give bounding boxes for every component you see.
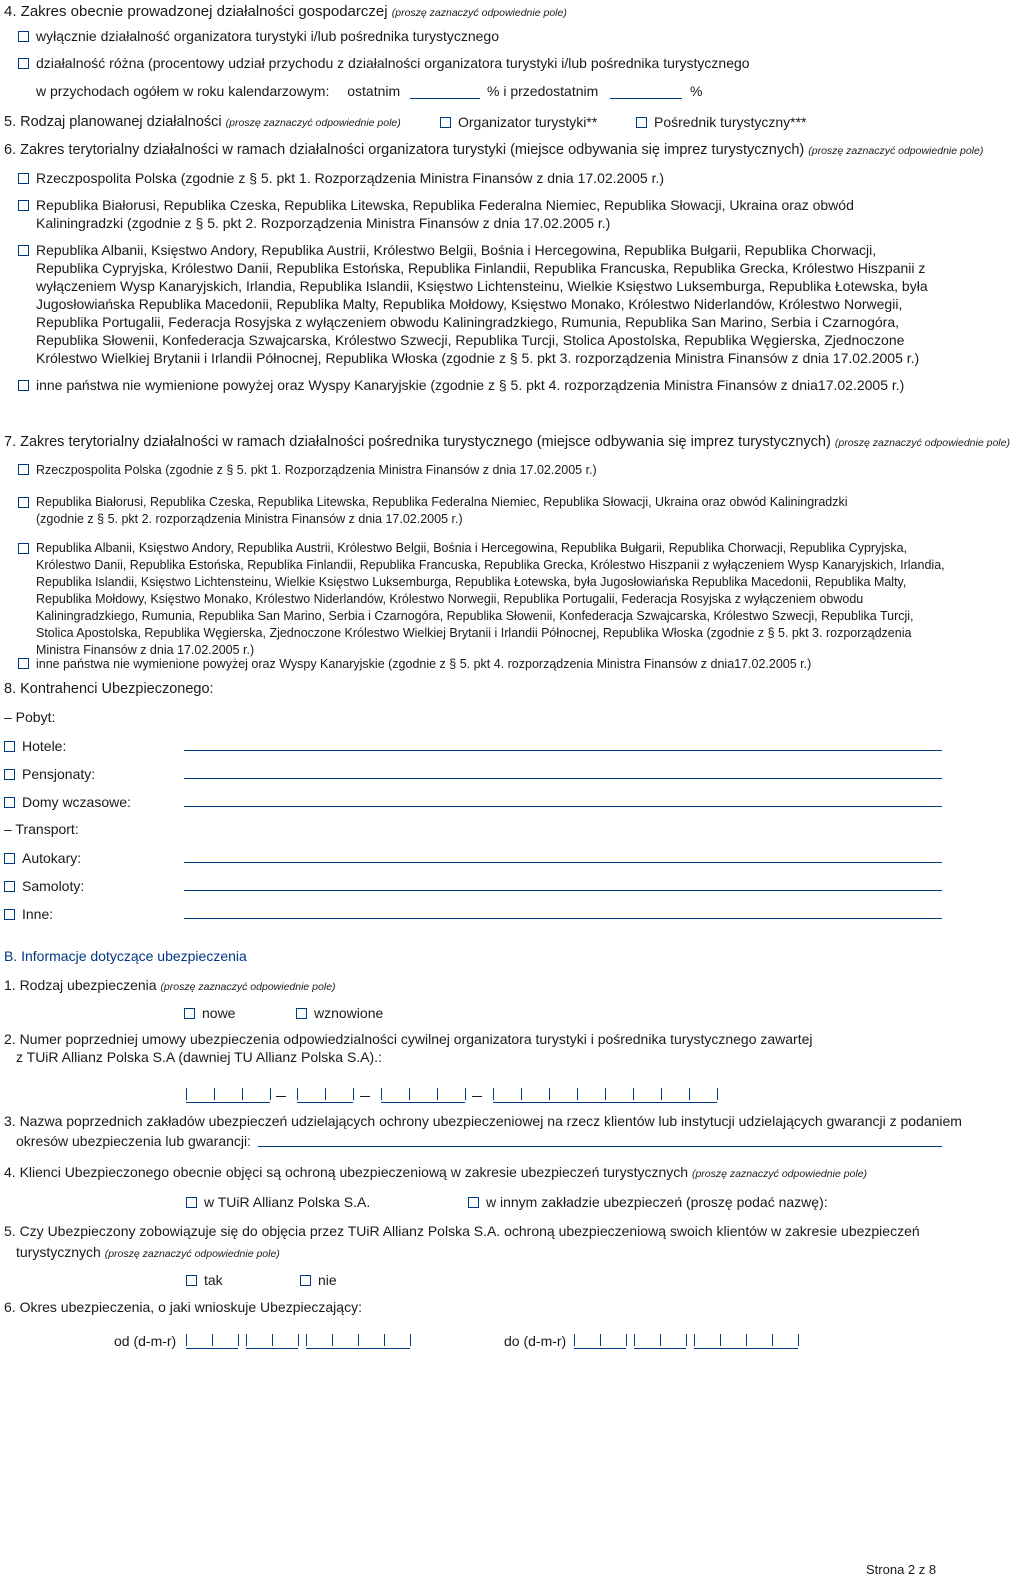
b3-line1: 3. Nazwa poprzednich zakładów ubezpieczeń udzielających ochrony ubezpieczeniowej na rzecz klientów lub instytucji udzielających gwarancji z podaniem	[4, 1113, 962, 1129]
q8-samoloty[interactable]: Samoloty:	[4, 878, 84, 894]
b5-option-tak[interactable]: tak	[186, 1272, 223, 1288]
checkbox[interactable]	[18, 173, 29, 184]
checkbox[interactable]	[18, 200, 29, 211]
q8-inne-field[interactable]	[184, 918, 942, 919]
q4-pct2: %	[690, 83, 703, 99]
q4-title: 4. Zakres obecnie prowadzonej działalności gospodarczej (proszę zaznaczyć odpowiednie pole)	[4, 3, 567, 20]
checkbox[interactable]	[4, 741, 15, 752]
q7-option-3[interactable]: Republika Albanii, Księstwo Andory, Republika Austrii, Królestwo Belgii, Bośnia i Hercegowina, Republika Bułgarii, Republika Chorwacji, Republika Cypryjska, Królestwo Danii, Republika Estońska, Republika Finlandii, Republika Francuska, Republika Grecka, Królestwo Hiszpanii z wyłączeniem Wysp Kanaryjskich, Irlandia, Republika Islandii, Księstwo Lichtensteinu, Wielkie Księstwo Luksemburga, Republika Łotewska, była Jugosłowiańska Republika Macedonii, Republika Malty, Republika Mołdowy, Księstwo Monako, Królestwo Niderlandów, Królestwo Norwegii, Republika Portugalii, Federacja Rosyjska z wyłączeniem obwodu Kaliningradzkiego, Rumunia, Republika San Marino, Serbia i Czarnogóra, Republika Słowenii, Konfederacja Szwajcarska, Królestwo Szwecji, Republika Turcji, Stolica Apostolska, Republika Węgierska, Zjednoczone Królestwo Wielkiej Brytanii i Irlandii Północnej, Republika Włoska (zgodnie z § 5. pkt 3. rozporządzenia Ministra Finansów z dnia 17.02.2005 r.)	[18, 540, 948, 659]
checkbox[interactable]	[4, 881, 15, 892]
q7-option-2[interactable]: Republika Białorusi, Republika Czeska, Republika Litewska, Republika Federalna Niemiec, Republika Słowacji, Ukraina oraz obwód Kaliningradzki (zgodnie z § 5. pkt 2. rozporządzenia Ministra Finansów z dnia 17.02.2005 r.)	[18, 494, 848, 528]
checkbox[interactable]	[18, 543, 29, 554]
b2-line1: 2. Numer poprzedniej umowy ubezpieczenia odpowiedzialności cywilnej organizatora turystyki i pośrednika turystycznego zawartej	[4, 1031, 813, 1047]
q5-title: 5. Rodzaj planowanej działalności (proszę zaznaczyć odpowiednie pole)	[4, 114, 401, 130]
checkbox[interactable]	[440, 117, 451, 128]
b5-line2: turystycznych (proszę zaznaczyć odpowiednie pole)	[16, 1244, 280, 1260]
q8-inne[interactable]: Inne:	[4, 906, 53, 922]
q8-title: 8. Kontrahenci Ubezpieczonego:	[4, 681, 214, 697]
b2-line2: z TUiR Allianz Polska S.A (dawniej TU Allianz Polska S.A).:	[16, 1049, 382, 1065]
b3-field[interactable]	[258, 1146, 942, 1147]
q4-option-2[interactable]: działalność różna (procentowy udział przychodu z działalności organizatora turystyki i/lub pośrednika turystycznego	[18, 55, 750, 71]
checkbox[interactable]	[18, 658, 29, 669]
q8-domy[interactable]: Domy wczasowe:	[4, 794, 131, 810]
b6-do-label: do (d-m-r)	[504, 1333, 567, 1349]
checkbox[interactable]	[300, 1275, 311, 1286]
b1-title: 1. Rodzaj ubezpieczenia (proszę zaznaczyć odpowiednie pole)	[4, 977, 336, 993]
q4-przedostatnim-field[interactable]	[610, 98, 682, 99]
b4-title: 4. Klienci Ubezpieczonego obecnie objęci są ochroną ubezpieczeniową w zakresie ubezpieczeń turystycznych (proszę zaznaczyć odpowiednie pole)	[4, 1164, 868, 1180]
q6-option-2[interactable]: Republika Białorusi, Republika Czeska, Republika Litewska, Republika Federalna Niemiec, Republika Słowacji, Ukraina oraz obwód Kaliningradzki (zgodnie z § 5. pkt 2. Rozporządzenia Ministra Finansów z dnia 17.02.2005 r.)	[18, 196, 930, 232]
section-b-title: B. Informacje dotyczące ubezpieczenia	[4, 948, 247, 964]
q7-title: 7. Zakres terytorialny działalności w ramach działalności pośrednika turystycznego (miejsce odbywania się imprez turystycznych) (proszę zaznaczyć odpowiednie pole)	[4, 434, 1010, 450]
b4-option-other[interactable]: w innym zakładzie ubezpieczeń (proszę podać nazwę):	[468, 1194, 828, 1210]
q8-pensjonaty-field[interactable]	[184, 778, 942, 779]
q8-autokary-field[interactable]	[184, 862, 942, 863]
q8-pobyt-label: – Pobyt:	[4, 709, 56, 725]
checkbox[interactable]	[18, 380, 29, 391]
checkbox[interactable]	[4, 853, 15, 864]
checkbox[interactable]	[18, 58, 29, 69]
checkbox[interactable]	[296, 1008, 307, 1019]
checkbox[interactable]	[186, 1197, 197, 1208]
q4-pct-text: % i przedostatnim	[487, 83, 599, 99]
q4-option-1[interactable]: wyłącznie działalność organizatora turystyki i/lub pośrednika turystycznego	[18, 28, 499, 44]
b6-od-label: od (d-m-r)	[114, 1333, 177, 1349]
b6-title: 6. Okres ubezpieczenia, o jaki wnioskuje Ubezpieczający:	[4, 1299, 362, 1315]
q6-title: 6. Zakres terytorialny działalności w ramach działalności organizatora turystyki (miejsce odbywania się imprez turystycznych) (proszę zaznaczyć odpowiednie pole)	[4, 142, 984, 158]
q6-option-1[interactable]: Rzeczpospolita Polska (zgodnie z § 5. pkt 1. Rozporządzenia Ministra Finansów z dnia 17.02.2005 r.)	[18, 170, 664, 186]
q8-hotele-field[interactable]	[184, 750, 942, 751]
q5-option-posrednik[interactable]: Pośrednik turystyczny***	[636, 114, 807, 130]
q4-hint: (proszę zaznaczyć odpowiednie pole)	[391, 7, 567, 19]
checkbox[interactable]	[468, 1197, 479, 1208]
checkbox[interactable]	[4, 769, 15, 780]
checkbox[interactable]	[18, 464, 29, 475]
q4-ostatnim-field[interactable]	[410, 98, 480, 99]
q8-pensjonaty[interactable]: Pensjonaty:	[4, 766, 95, 782]
b4-option-allianz[interactable]: w TUiR Allianz Polska S.A.	[186, 1194, 370, 1210]
q7-option-1[interactable]: Rzeczpospolita Polska (zgodnie z § 5. pkt 1. Rozporządzenia Ministra Finansów z dnia 17.02.2005 r.)	[18, 463, 597, 477]
q8-autokary[interactable]: Autokary:	[4, 850, 81, 866]
q8-hotele[interactable]: Hotele:	[4, 738, 66, 754]
q6-option-4[interactable]: inne państwa nie wymienione powyżej oraz Wyspy Kanaryjskie (zgodnie z § 5. pkt 4. rozporządzenia Ministra Finansów z dnia17.02.2005 r.)	[18, 377, 904, 393]
q8-samoloty-field[interactable]	[184, 890, 942, 891]
checkbox[interactable]	[636, 117, 647, 128]
b5-line1: 5. Czy Ubezpieczony zobowiązuje się do objęcia przez TUiR Allianz Polska S.A. ochroną ubezpieczeniową swoich klientów w zakresie ubezpieczeń	[4, 1223, 920, 1239]
b1-option-wznowione[interactable]: wznowione	[296, 1005, 383, 1021]
checkbox[interactable]	[184, 1008, 195, 1019]
checkbox[interactable]	[4, 909, 15, 920]
checkbox[interactable]	[186, 1275, 197, 1286]
checkbox[interactable]	[18, 245, 29, 256]
checkbox[interactable]	[18, 31, 29, 42]
checkbox[interactable]	[4, 797, 15, 808]
q4-line3: w przychodach ogółem w roku kalendarzowym: ostatnim	[36, 83, 401, 99]
b1-option-nowe[interactable]: nowe	[184, 1005, 235, 1021]
q6-option-3[interactable]: Republika Albanii, Księstwo Andory, Republika Austrii, Królestwo Belgii, Bośnia i Hercegowina, Republika Bułgarii, Republika Chorwacji, Republika Cypryjska, Królestwo Danii, Republika Estońska, Republika Finlandii, Republika Francuska, Republika Grecka, Królestwo Hiszpanii z wyłączeniem Wysp Kanaryjskich, Irlandia, Republika Islandii, Księstwo Lichtensteinu, Wielkie Księstwo Luksemburga, Republika Łotewska, była Jugosłowiańska Republika Macedonii, Republika Malty, Republika Mołdowy, Księstwo Monako, Królestwo Niderlandów, Królestwo Norwegii, Republika Portugalii, Federacja Rosyjska z wyłączeniem obwodu Kaliningradzkiego, Rumunia, Republika San Marino, Serbia i Czarnogóra, Republika Słowenii, Konfederacja Szwajcarska, Królestwo Szwecji, Republika Turcji, Stolica Apostolska, Republika Węgierska, Zjednoczone Królestwo Wielkiej Brytanii i Irlandii Północnej, Republika Włoska (zgodnie z § 5. pkt 3. rozporządzenia Ministra Finansów z dnia 17.02.2005 r.)	[18, 241, 938, 367]
q5-option-organizator[interactable]: Organizator turystyki**	[440, 114, 597, 130]
b5-option-nie[interactable]: nie	[300, 1272, 337, 1288]
q7-option-4[interactable]: inne państwa nie wymienione powyżej oraz Wyspy Kanaryjskie (zgodnie z § 5. pkt 4. rozporządzenia Ministra Finansów z dnia17.02.2005 r.)	[18, 657, 811, 671]
q8-domy-field[interactable]	[184, 806, 942, 807]
checkbox[interactable]	[18, 497, 29, 508]
b3-line2: okresów ubezpieczenia lub gwarancji:	[16, 1133, 252, 1149]
page-number: Strona 2 z 8	[866, 1562, 937, 1577]
q8-transport-label: – Transport:	[4, 821, 79, 837]
